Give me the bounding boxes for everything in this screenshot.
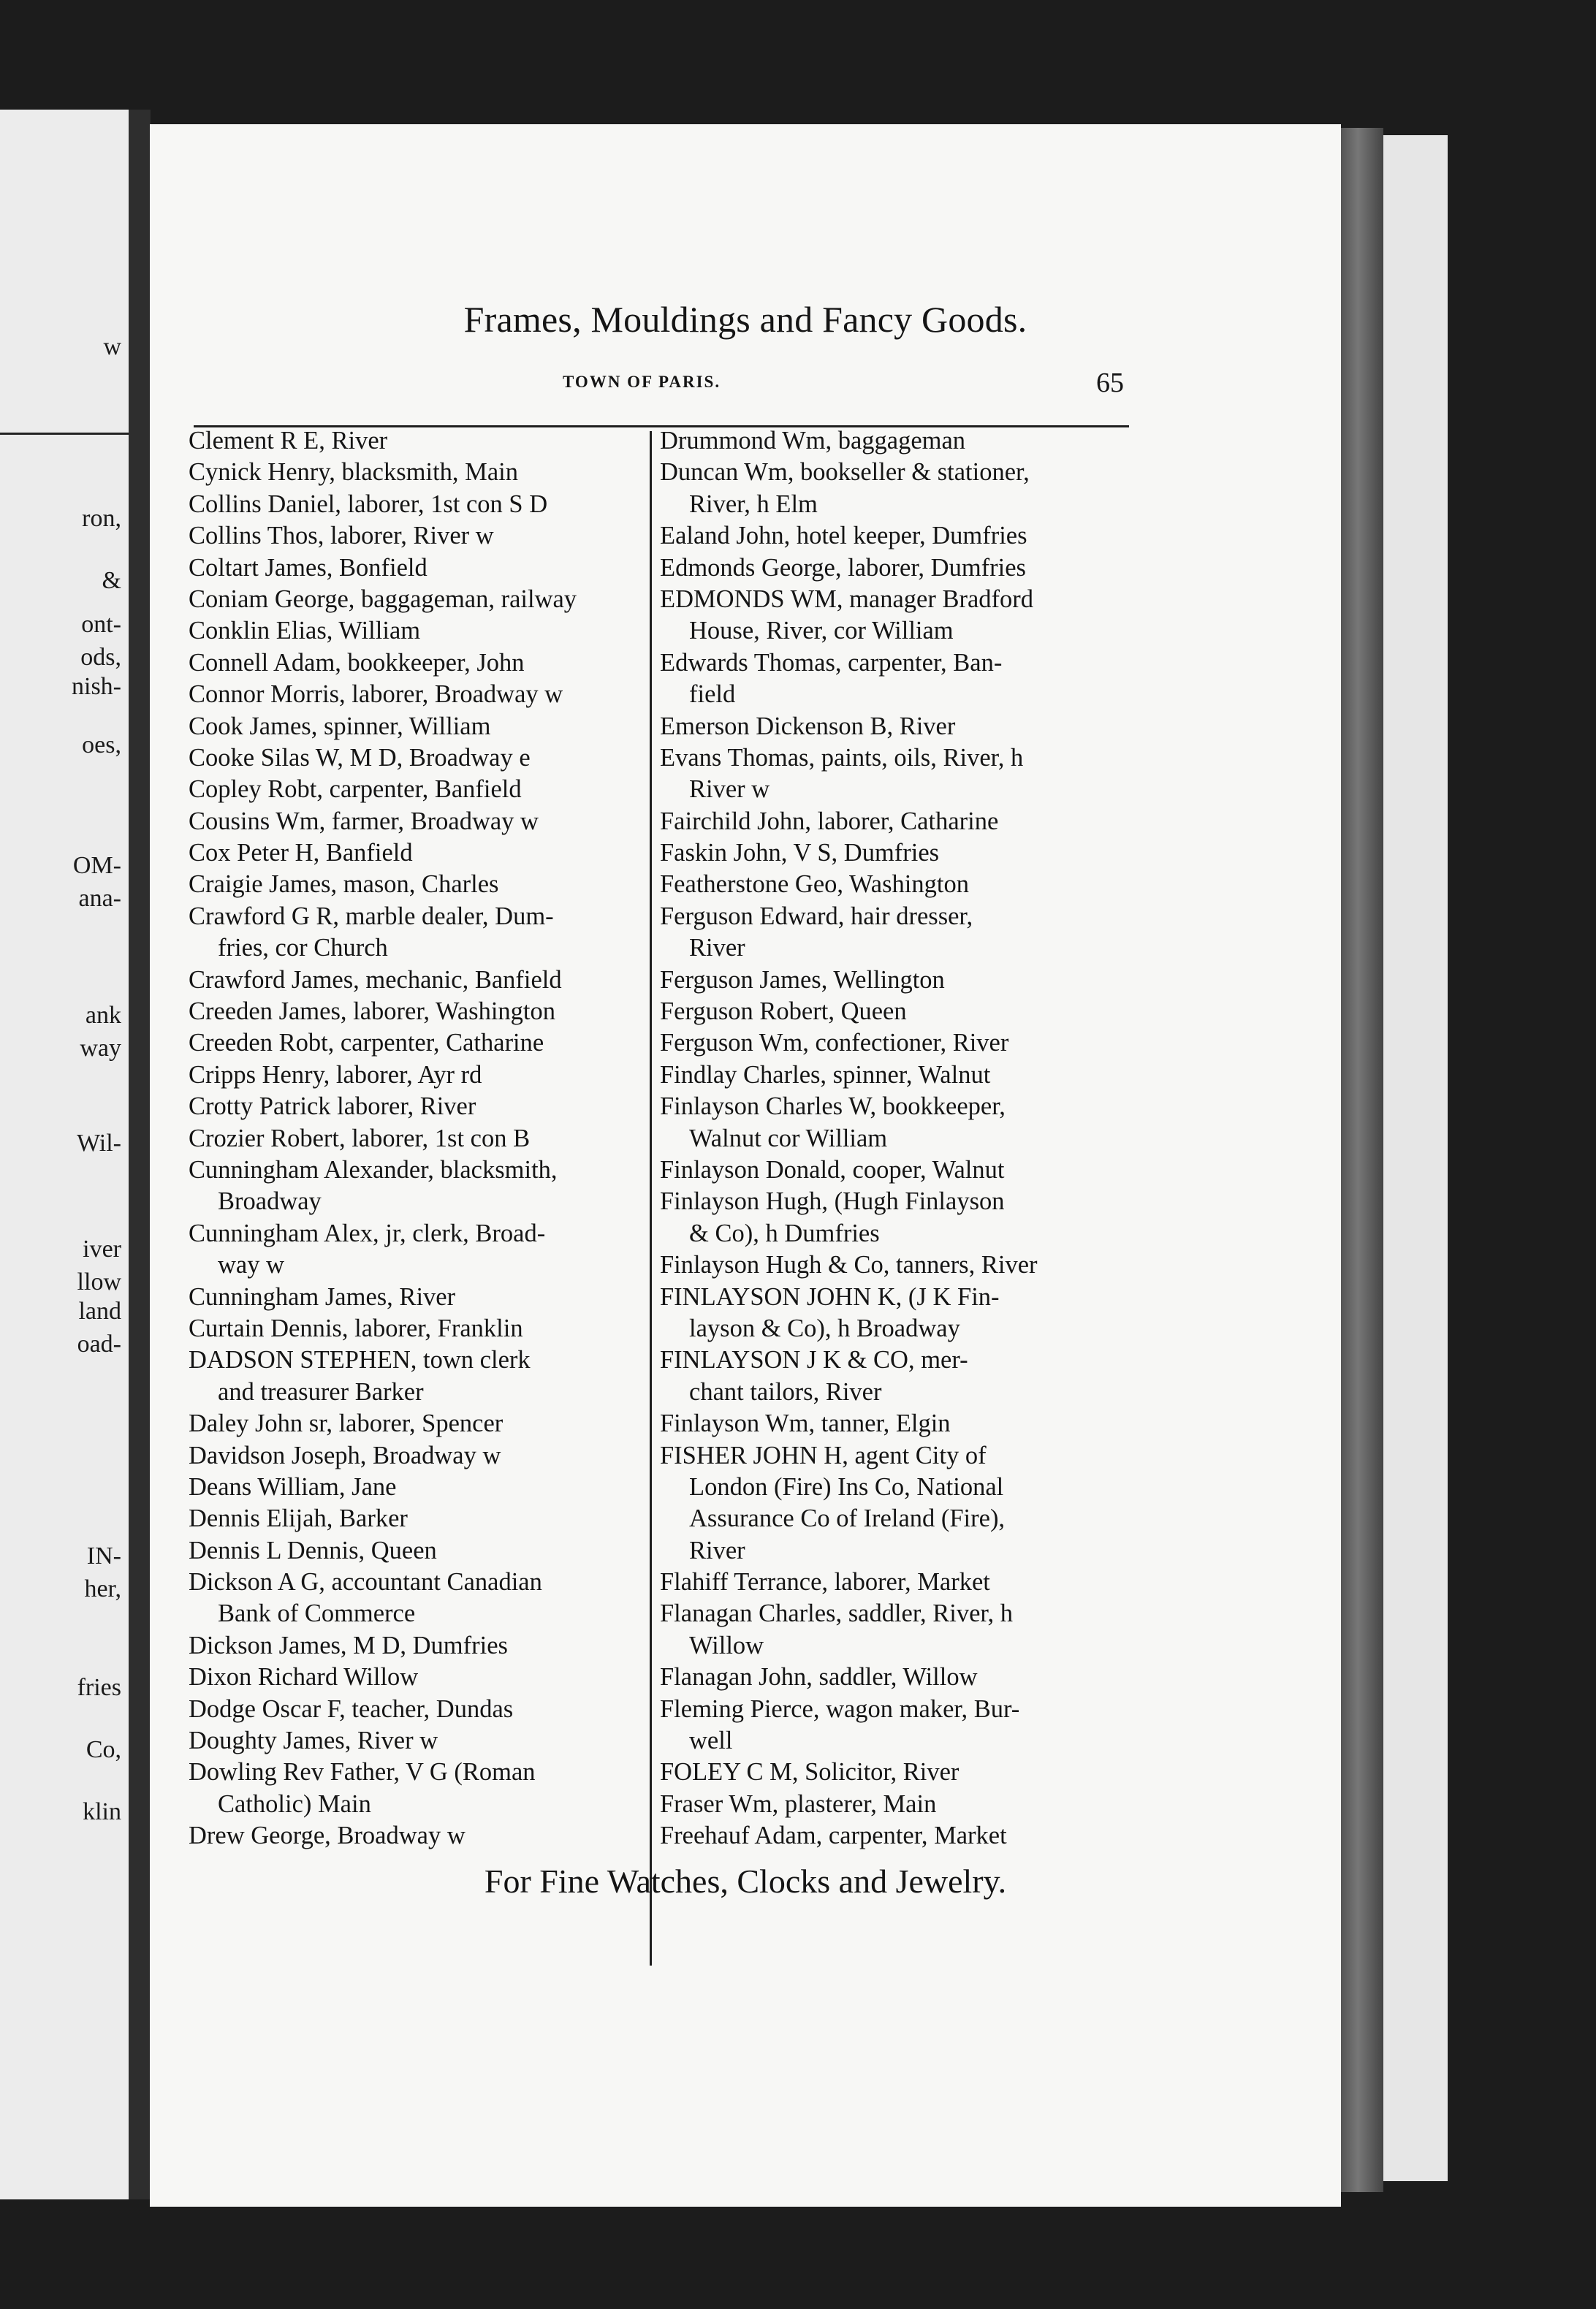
directory-entry-line: Dennis Elijah, Barker [189,1505,408,1533]
directory-entry-line: Edwards Thomas, carpenter, Ban- [660,648,1003,677]
directory-entry-line: Willow [689,1631,764,1659]
directory-entry-line: Duncan Wm, bookseller & stationer, [660,458,1030,487]
directory-entry-line: Curtain Dennis, laborer, Franklin [189,1314,523,1342]
directory-entry-line: Findlay Charles, spinner, Walnut [660,1060,991,1089]
left-page-fragment: oes, [82,731,121,758]
left-column [189,425,647,1852]
directory-entry-line: Edmonds George, laborer, Dumfries [660,553,1026,582]
directory-entry-line: Catholic) Main [218,1789,371,1818]
directory-entry-line: and treasurer Barker [218,1377,424,1406]
directory-entry-line: Flanagan Charles, saddler, River, h [660,1599,1013,1628]
directory-entry-line: DADSON STEPHEN, town clerk [189,1346,531,1374]
page-number: 65 [1096,368,1124,398]
left-page-fragment: fries [77,1674,121,1701]
directory-entry-line: Cunningham Alexander, blacksmith, [189,1155,558,1184]
directory-entry-line: Davidson Joseph, Broadway w [189,1441,501,1469]
directory-entry-line: Freehauf Adam, carpenter, Market [660,1822,1007,1850]
directory-entry-line: River [689,1536,745,1564]
page-stack-shadow [1341,128,1383,2192]
directory-entry-line: Fraser Wm, plasterer, Main [660,1789,937,1818]
directory-entry-line: way w [218,1251,285,1279]
directory-entry-line: Flahiff Terrance, laborer, Market [660,1568,990,1597]
left-page-rule [0,433,129,435]
town-heading: TOWN OF PARIS. [563,373,721,391]
directory-entry-line: London (Fire) Ins Co, National [689,1472,1004,1501]
directory-entry-line: Flanagan John, saddler, Willow [660,1663,978,1692]
directory-entry-line: Cooke Silas W, M D, Broadway e [189,743,531,772]
left-page-fragment: OM- [72,852,121,879]
directory-entry-line: Fleming Pierce, wagon maker, Bur- [660,1694,1020,1723]
directory-entry-line: River w [689,775,770,804]
directory-entry-line: Crawford James, mechanic, Banfield [189,965,562,994]
directory-entry-line: House, River, cor William [689,617,954,645]
directory-entry-line: Dickson James, M D, Dumfries [189,1631,508,1659]
directory-entry-line: Clement R E, River [189,427,388,454]
directory-entry-line: Cook James, spinner, William [189,712,491,740]
directory-entry-line: Cynick Henry, blacksmith, Main [189,458,518,487]
gutter [129,110,151,2199]
left-page-fragment: w [103,333,121,360]
directory-entry-line: Collins Daniel, laborer, 1st con S D [189,490,548,518]
directory-entry-line: Broadway [218,1187,322,1216]
directory-entry-line: Cunningham James, River [189,1282,456,1311]
left-page-fragment: nish- [72,673,121,700]
directory-entry-line: Cunningham Alex, jr, clerk, Broad- [189,1219,546,1247]
directory-entry-line: FINLAYSON JOHN K, (J K Fin- [660,1282,1000,1311]
directory-entry-line: Connell Adam, bookkeeper, John [189,648,525,677]
directory-entry-line: chant tailors, River [689,1377,882,1406]
directory-entry-line: Ferguson Robert, Queen [660,997,907,1026]
left-page-fragment: ods, [80,644,121,671]
directory-entry-line: Drew George, Broadway w [189,1822,466,1850]
left-page-fragment: Co, [86,1736,121,1763]
directory-page [150,124,1341,2207]
directory-entry-line: FISHER JOHN H, agent City of [660,1441,987,1469]
directory-entry-line: Ealand John, hotel keeper, Dumfries [660,522,1027,550]
directory-entry-line: River [689,934,745,962]
directory-entry-line: Crotty Patrick laborer, River [189,1092,476,1121]
directory-entry-line: layson & Co), h Broadway [689,1314,960,1342]
directory-entry-line: Drummond Wm, baggageman [660,427,966,454]
directory-entry-line: Connor Morris, laborer, Broadway w [189,680,563,709]
directory-entry-line: Cox Peter H, Banfield [189,839,413,867]
directory-entry-line: Dodge Oscar F, teacher, Dundas [189,1694,514,1723]
left-page-fragment: klin [83,1798,121,1825]
directory-entry-line: Emerson Dickenson B, River [660,712,956,740]
directory-entry-line: Walnut cor William [689,1124,888,1152]
page-stack-edge [1383,135,1448,2181]
left-page-edge [0,110,129,2199]
left-page-fragment: oad- [77,1331,121,1358]
directory-entry-line: Conklin Elias, William [189,617,421,645]
directory-entry-line: well [689,1727,733,1755]
directory-entry-line: Ferguson Edward, hair dresser, [660,902,973,930]
directory-entry-line: Daley John sr, laborer, Spencer [189,1410,503,1438]
directory-entry-line: Coniam George, baggageman, railway [189,585,577,613]
directory-entry-line: Ferguson James, Wellington [660,965,945,994]
directory-entry-line: FINLAYSON J K & CO, mer- [660,1346,968,1374]
left-page-fragment: IN- [86,1542,121,1570]
directory-entry-line: Doughty James, River w [189,1727,438,1755]
directory-entry-line: Copley Robt, carpenter, Banfield [189,775,522,804]
directory-entry-line: Evans Thomas, paints, oils, River, h [660,743,1024,772]
left-page-fragment: iver [83,1236,121,1263]
directory-entry-line: Finlayson Charles W, bookkeeper, [660,1092,1006,1121]
left-page-fragment: Wil- [77,1130,121,1157]
directory-entry-line: EDMONDS WM, manager Bradford [660,585,1034,613]
directory-entry-line: Dowling Rev Father, V G (Roman [189,1758,536,1787]
directory-entry-line: Collins Thos, laborer, River w [189,522,494,550]
directory-entry-line: Faskin John, V S, Dumfries [660,839,940,867]
directory-entry-line: Bank of Commerce [218,1599,416,1628]
left-page-fragment: llow [77,1268,121,1296]
running-head: Frames, Mouldings and Fancy Goods. [463,299,1027,340]
directory-entry-line: Cripps Henry, laborer, Ayr rd [189,1060,482,1089]
directory-entry-line: Creeden Robt, carpenter, Catharine [189,1029,544,1057]
directory-entry-line: Finlayson Hugh, (Hugh Finlayson [660,1187,1005,1216]
right-column [660,425,1135,1852]
directory-entry-line: Dixon Richard Willow [189,1663,419,1692]
left-page-fragment: ron, [82,505,121,532]
directory-entry-line: & Co), h Dumfries [689,1219,880,1247]
left-page-fragment: land [78,1298,121,1325]
directory-entry-line: Featherstone Geo, Washington [660,870,969,899]
directory-entry-line: River, h Elm [689,490,818,518]
left-page-fragment: her, [84,1575,121,1602]
directory-entry-line: field [689,680,736,709]
directory-entry-line: Finlayson Donald, cooper, Walnut [660,1155,1005,1184]
directory-entry-line: fries, cor Church [218,934,388,962]
directory-entry-line: Creeden James, laborer, Washington [189,997,556,1026]
directory-entry-line: Crozier Robert, laborer, 1st con B [189,1124,531,1152]
directory-entry-line: Fairchild John, laborer, Catharine [660,807,999,835]
directory-entry-line: Assurance Co of Ireland (Fire), [689,1505,1006,1533]
directory-entry-line: Finlayson Wm, tanner, Elgin [660,1410,951,1438]
directory-entry-line: Coltart James, Bonfield [189,553,428,582]
directory-entry-line: FOLEY C M, Solicitor, River [660,1758,960,1787]
directory-entry-line: Deans William, Jane [189,1472,397,1501]
left-page-fragment: ana- [78,885,121,912]
directory-entry-line: Dennis L Dennis, Queen [189,1536,437,1564]
directory-entry-line: Finlayson Hugh & Co, tanners, River [660,1251,1038,1279]
directory-entry-line: Crawford G R, marble dealer, Dum- [189,902,554,930]
directory-entry-line: Dickson A G, accountant Canadian [189,1568,542,1597]
directory-entry-line: Cousins Wm, farmer, Broadway w [189,807,539,835]
left-page-fragment: & [102,567,121,594]
directory-entry-line: Craigie James, mason, Charles [189,870,499,899]
column-divider [650,431,652,1966]
footer-advert: For Fine Watches, Clocks and Jewelry. [484,1863,1007,1900]
left-page-fragment: way [80,1035,121,1062]
directory-entry-line: Ferguson Wm, confectioner, River [660,1029,1009,1057]
left-page-fragment: ont- [81,611,121,638]
left-page-fragment: ank [85,1002,121,1029]
